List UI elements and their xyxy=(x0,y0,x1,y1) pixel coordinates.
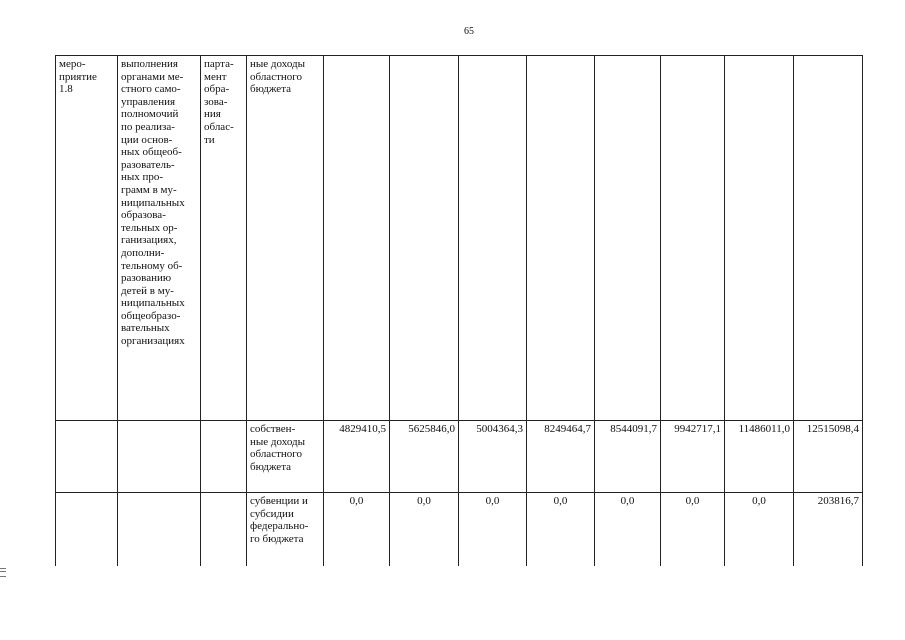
value-cell-year-3 xyxy=(459,56,527,421)
value-cell-year-4: 8249464,7 xyxy=(527,421,595,493)
value-cell-year-5: 8544091,7 xyxy=(595,421,661,493)
value-cell-year-8 xyxy=(794,56,863,421)
activity-name-cell: выполнения органами ме- стного само- управления полномочий по реализа- ции основ- ных общеоб- разователь- ных про- грамм в му- ниципальных образова- тельных ор- ганизациях, дополни- тельному об- разованию детей в му- ниципальных общеобразо- вательных организациях xyxy=(118,56,201,421)
value-cell-year-8: 12515098,4 xyxy=(794,421,863,493)
funding-source-cell: ные доходы областного бюджета xyxy=(247,56,324,421)
value-cell-year-6: 0,0 xyxy=(661,493,725,566)
activity-number-cell xyxy=(56,421,118,493)
value-cell-year-3: 5004364,3 xyxy=(459,421,527,493)
budget-table xyxy=(55,55,863,566)
table-row xyxy=(56,421,863,493)
value-cell-year-2: 5625846,0 xyxy=(390,421,459,493)
value-cell-year-3: 0,0 xyxy=(459,493,527,566)
value-cell-year-7: 0,0 xyxy=(725,493,794,566)
executor-cell: парта- мент обра- зова- ния облас- ти xyxy=(201,56,247,421)
value-cell-year-8: 203816,7 xyxy=(794,493,863,566)
table-row xyxy=(56,56,863,421)
value-cell-year-7 xyxy=(725,56,794,421)
funding-source-cell: собствен- ные доходы областного бюджета xyxy=(247,421,324,493)
page-number: 65 xyxy=(464,26,474,37)
executor-cell xyxy=(201,421,247,493)
value-cell-year-1 xyxy=(324,56,390,421)
value-cell-year-7: 11486011,0 xyxy=(725,421,794,493)
table-row xyxy=(56,493,863,566)
value-cell-year-2 xyxy=(390,56,459,421)
value-cell-year-4 xyxy=(527,56,595,421)
executor-cell xyxy=(201,493,247,566)
value-cell-year-6 xyxy=(661,56,725,421)
margin-mark xyxy=(0,568,6,577)
value-cell-year-1: 0,0 xyxy=(324,493,390,566)
funding-source-cell: субвенции и субсидии федерально- го бюджета xyxy=(247,493,324,566)
value-cell-year-5: 0,0 xyxy=(595,493,661,566)
activity-number-cell xyxy=(56,493,118,566)
activity-number-cell: меро- приятие 1.8 xyxy=(56,56,118,421)
value-cell-year-6: 9942717,1 xyxy=(661,421,725,493)
activity-name-cell xyxy=(118,493,201,566)
value-cell-year-1: 4829410,5 xyxy=(324,421,390,493)
activity-name-cell xyxy=(118,421,201,493)
value-cell-year-2: 0,0 xyxy=(390,493,459,566)
value-cell-year-5 xyxy=(595,56,661,421)
value-cell-year-4: 0,0 xyxy=(527,493,595,566)
